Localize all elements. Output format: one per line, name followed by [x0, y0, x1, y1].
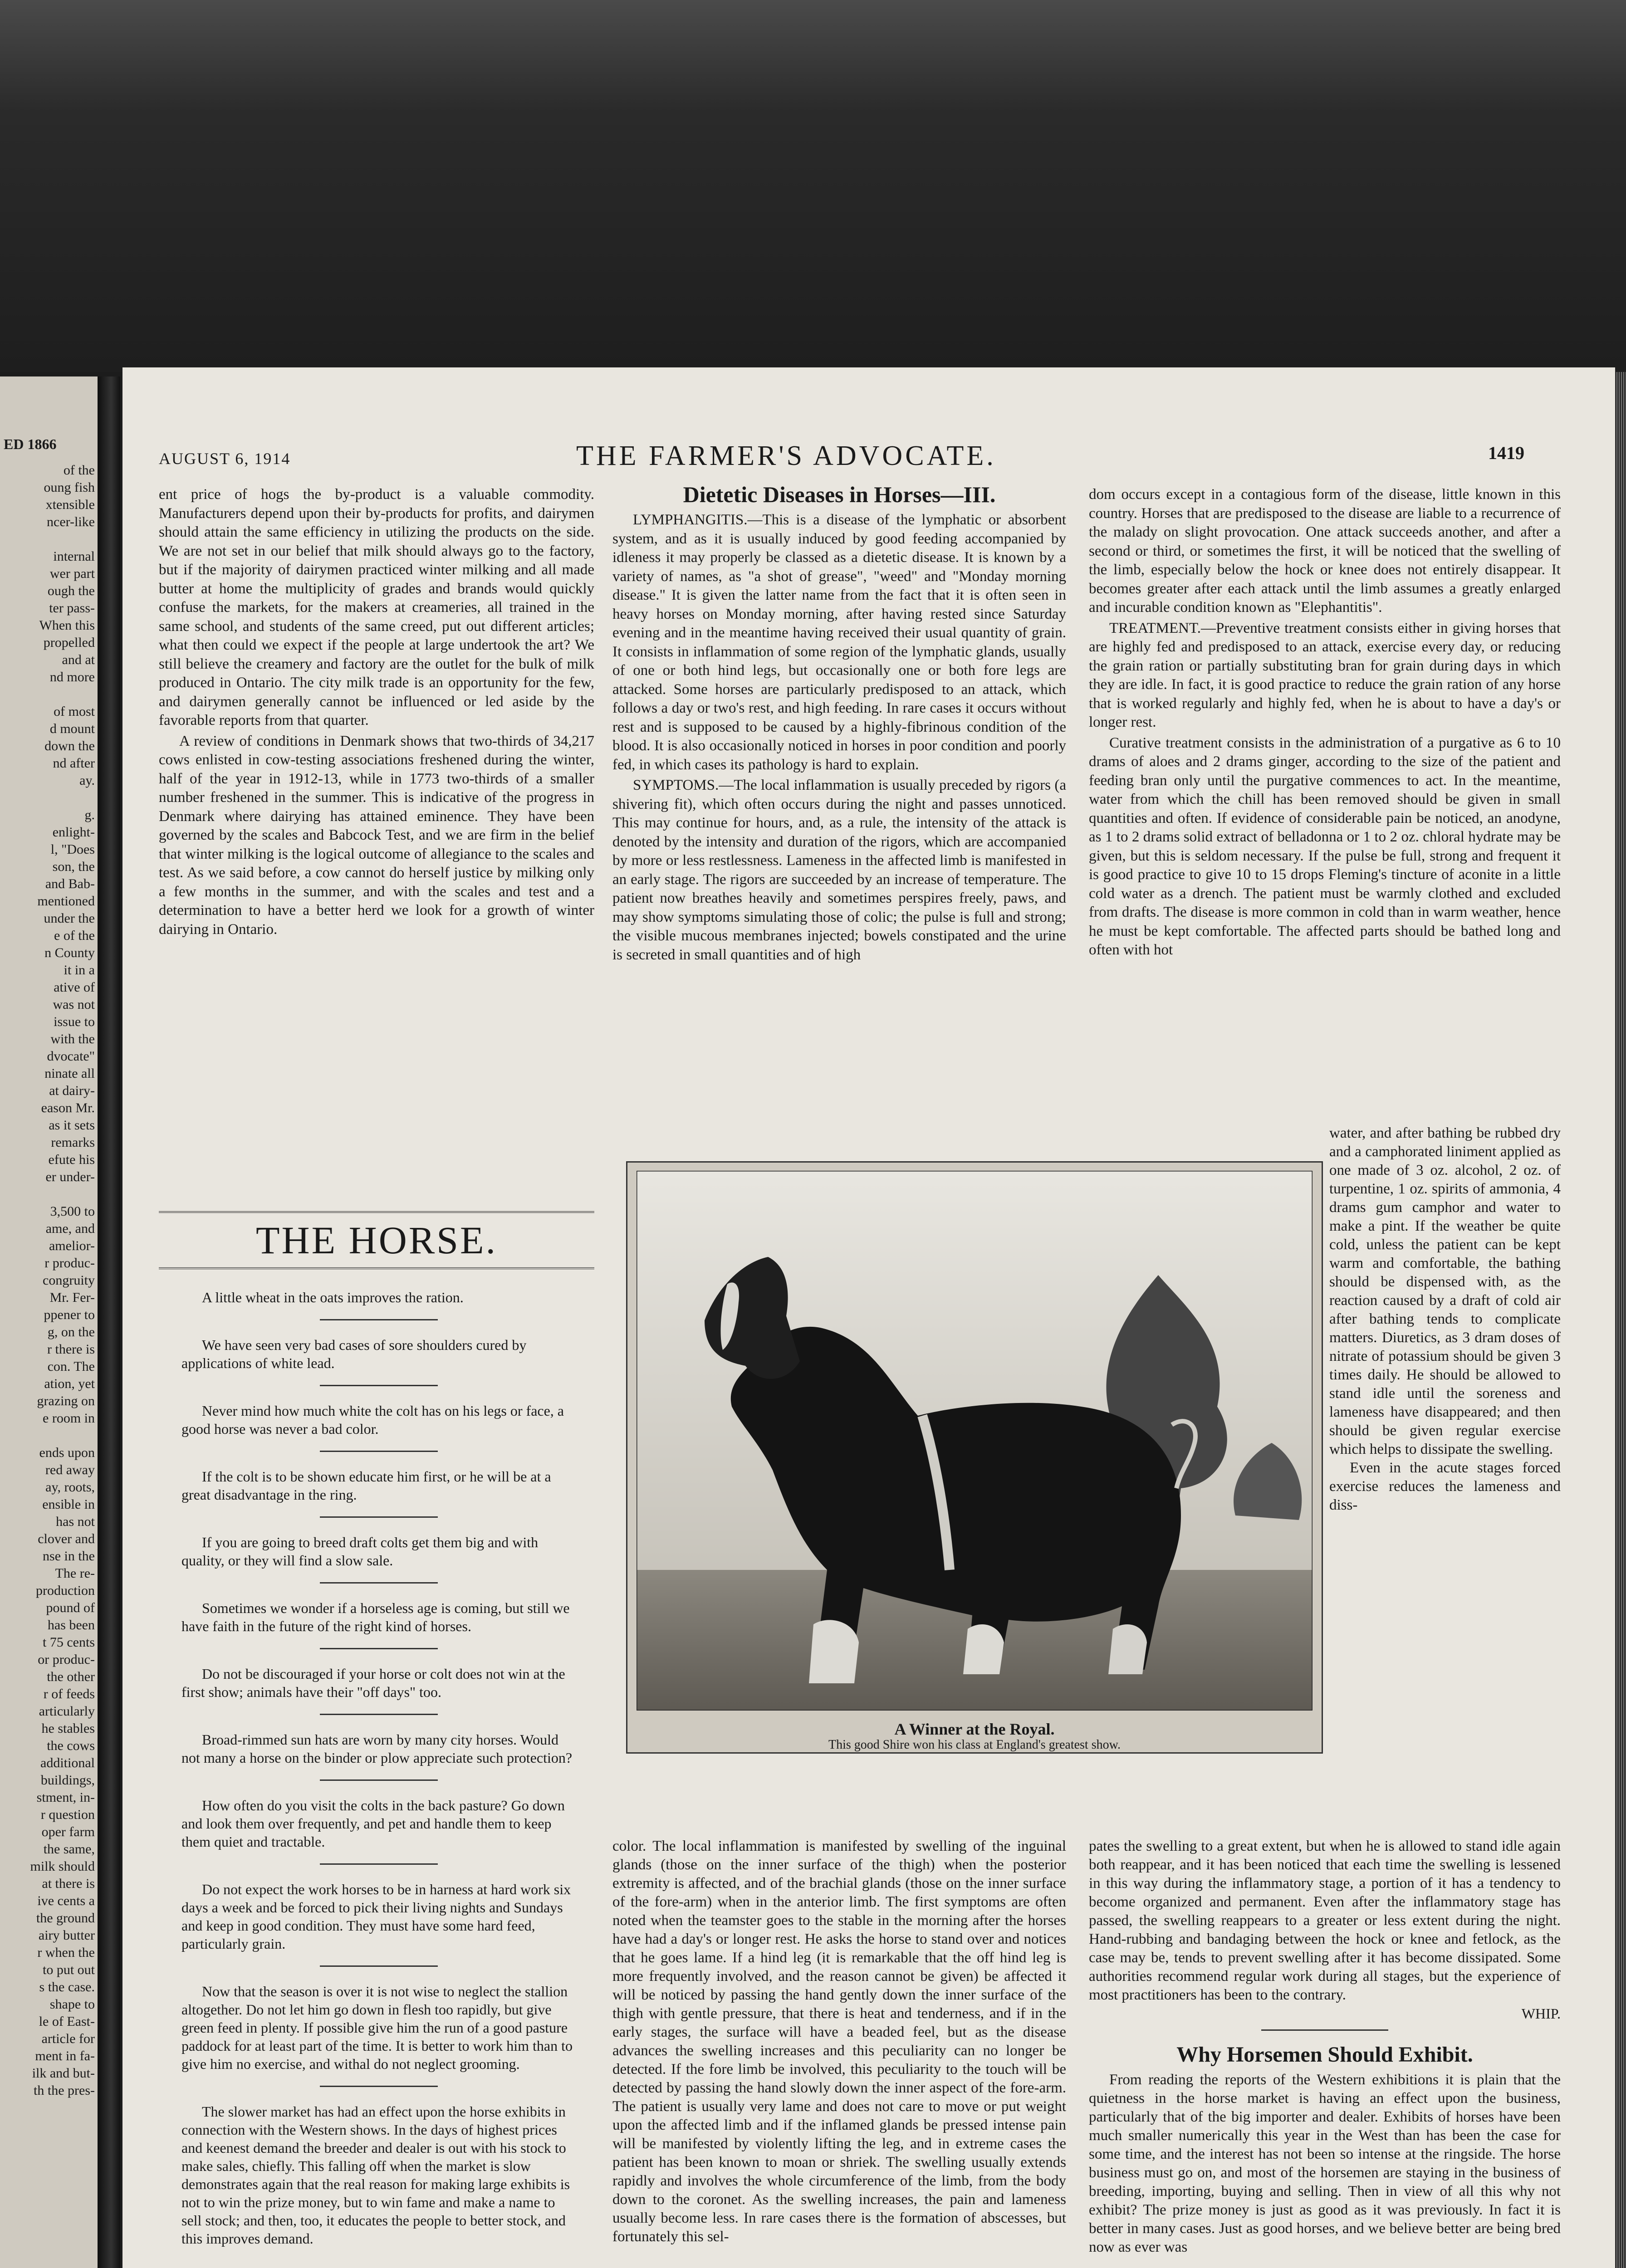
shire-horse-photo — [637, 1171, 1313, 1711]
previous-page-line: nd more — [49, 670, 95, 684]
previous-page-line: clover and — [38, 1531, 95, 1546]
paragraph-symptoms: SYMPTOMS.—The local inflammation is usually preceded by rigors (a shivering fit), which often occurs during the night and passes unnoticed. This may continue for hours, and, as a rule, the intensity of the attack is denoted by the intensity and duration of the rigors, which are accompanied by more or less restlessness. Lameness in the affected limb is manifested in an early stage. The rigors are succeeded by an increase of temperature. The patient now breathes heavily and sometimes perspires freely, paws, and may show symptoms simulating those of colic; the pulse is full and strong; the visible mucous membranes injected; bowels constipated and the urine is secreted in small quantities and of high — [612, 777, 1066, 963]
previous-page-line: eason Mr. — [41, 1100, 95, 1115]
previous-page-line: the ground — [36, 1911, 95, 1926]
previous-page-line: nse in the — [43, 1549, 95, 1564]
previous-page-line: r question — [40, 1807, 95, 1822]
previous-page-line: r there is — [47, 1342, 95, 1357]
paragraph-curative: Curative treatment consists in the administration of a purgative as 6 to 10 drams of aloes and 2 drams ginger, according to the size of the patient and feeding bran only until the purgative commences to act. In the meantime, water from which the chill has been removed should be given in small quantities and often. If evidence of considerable pain be noticed, an anodyne, as 1 to 2 drams solid extract of belladonna or 1 to 2 oz. chloral hydrate may be given, but this is seldom necessary. If the pulse be full, strong and frequent it is good practice to give 10 to 15 drops Fleming's tincture of aconite in a little cold water as a drench. The patient must be warmly clothed and excluded from drafts. The disease is more common in cold than in warm weather, hence he must be kept comfortable. The affected parts should be bathed long and often with hot — [1089, 734, 1561, 958]
previous-page-line: oper farm — [41, 1824, 95, 1839]
previous-page-line: as it sets — [49, 1118, 95, 1133]
previous-page-line: g, on the — [47, 1325, 95, 1339]
previous-page-line: mentioned — [37, 894, 95, 909]
previous-page-line: milk should — [30, 1859, 95, 1874]
bottom-middle-column — [612, 1837, 1066, 2246]
previous-page-line — [0, 686, 95, 703]
issue-date: AUGUST 6, 1914 — [159, 450, 291, 468]
previous-page-line: of the — [63, 463, 95, 478]
horse-note: We have seen very bad cases of sore shoulders cured by applications of white lead. — [181, 1337, 527, 1371]
previous-page-line: of most — [54, 704, 95, 719]
previous-page-line: additional — [40, 1755, 95, 1770]
paragraph: Even in the acute stages forced exercise reduces the lameness and diss- — [1329, 1460, 1561, 1513]
previous-page-line — [0, 1427, 95, 1444]
white-feathering-1 — [809, 1620, 859, 1683]
previous-page-line: the cows — [47, 1738, 95, 1753]
previous-page-line: propelled — [43, 635, 95, 650]
previous-page-line: shape to — [49, 1997, 95, 2012]
previous-page-line: d mount — [49, 721, 95, 736]
previous-page-line: ay, roots, — [45, 1480, 95, 1495]
previous-page-line: efute his — [48, 1152, 95, 1167]
article-title-exhibit: Why Horsemen Should Exhibit. — [1176, 2043, 1473, 2067]
note-divider — [320, 1863, 438, 1865]
previous-page-strip — [0, 376, 98, 2268]
previous-page-line: xtensible — [45, 497, 95, 512]
horse-note: If you are going to breed draft colts get them big and with quality, or they will find a slow sale. — [181, 1534, 539, 1569]
previous-page-line: and Bab- — [45, 876, 95, 891]
paragraph: water, and after bathing be rubbed dry and a camphorated liniment applied as one made of 3 oz. alcohol, 2 oz. of turpentine, 1 oz. spirits of ammonia, 4 drams gum camphor and water to make a pint. If the weather be quite cold, unless the patient can be kept warm and comfortable, the bathing should be dispensed with, as the reaction caused by a draft of cold air after bathing tends to complicate matters. Diuretics, as 3 dram doses of nitrate of potassium should be given 3 times daily. He should be allowed to stand idle until the soreness and lameness have disappeared; and then should be given regular exercise which helps to dissipate the swelling. — [1329, 1125, 1561, 1457]
note-divider — [320, 1319, 438, 1320]
previous-page-line: at dairy- — [49, 1083, 95, 1098]
paragraph-lymphangitis: LYMPHANGITIS.—This is a disease of the lymphatic or absorbent system, and as it is usually induced by good feeding accompanied by idleness it may properly be classed as a dietetic disease. It is known by a variety of names, as "a shot of grease", "weed" and "Monday morning disease." It is given the latter name from the fact that it is often seen in heavy horses on Monday morning, after having rested since Saturday evening and in the meantime having received their usual quantity of grain. It consists in inflammation of some region of the lymphatic glands, usually of one or both hind legs, but occasionally one or both fore legs are attacked. Some horses are particularly predisposed to an attack, which follows a day or two's rest, and high feeding. In rare cases it occurs without rest and is supposed to be caused by a highly-fibrinous condition of the blood. It is also occasionally noticed in horses in poor condition and poorly fed, in which cases its pathology is hard to explain. — [612, 512, 1066, 773]
author-signature: WHIP. — [1521, 2005, 1561, 2022]
previous-page-line: le of East- — [39, 2014, 95, 2029]
paragraph: A review of conditions in Denmark shows that two-thirds of 34,217 cows enlisted in cow-testing associations freshened during the winter, half of the year in 1912-13, while in 1773 two-thirds of a smaller number freshened in the summer. This is indicative of the progress in Denmark where dairying has attained eminence. They have been governed by the scales and Babcock Test, and we are firm in the belief that winter milking is the logical outcome of allegiance to the scales and test. As we said before, a cow cannot do herself justice by milking only a few months in the summer, and with the scales and test and a determination to have a better herd we look for a growth of winter dairying in Ontario. — [159, 733, 594, 938]
horse-note: If the colt is to be shown educate him first, or he will be at a great disadvantage in the ring. — [181, 1468, 551, 1503]
previous-page-line: or produc- — [38, 1652, 95, 1667]
previous-page-line: l, "Does — [50, 842, 95, 857]
note-divider — [320, 1516, 438, 1518]
note-divider — [320, 1965, 438, 1967]
article-title: Dietetic Diseases in Horses—III. — [683, 482, 996, 507]
previous-page-line: r when the — [37, 1945, 95, 1960]
previous-page-line: the same, — [43, 1842, 95, 1857]
previous-page-line: ter pass- — [49, 601, 95, 616]
previous-page-line: under the — [44, 911, 95, 926]
previous-page-line: r produc- — [44, 1256, 95, 1271]
previous-page-line: g. — [84, 807, 95, 822]
previous-page-line: e room in — [43, 1411, 95, 1426]
previous-page-line: articularly — [39, 1704, 95, 1719]
photo-caption-title: A Winner at the Royal. — [894, 1720, 1055, 1738]
divider — [1261, 2029, 1388, 2031]
book-gutter — [98, 376, 120, 2268]
note-divider — [320, 1582, 438, 1584]
previous-page-line: con. The — [47, 1359, 95, 1374]
previous-page-line: r of feeds — [43, 1686, 95, 1701]
previous-page-line: was not — [53, 997, 95, 1012]
previous-page-line: enlight- — [52, 825, 95, 840]
previous-page-line: nd after — [53, 756, 95, 771]
section-banner-the-horse: THE HORSE. — [159, 1211, 594, 1269]
previous-page-line: When this — [39, 618, 95, 633]
note-divider — [320, 1648, 438, 1649]
bottom-right-column — [1089, 1837, 1561, 2257]
masthead-title: THE FARMER'S ADVOCATE. — [576, 440, 996, 471]
previous-page-line: with the — [50, 1031, 95, 1046]
previous-page-line: ive cents a — [37, 1893, 95, 1908]
previous-page-line: article for — [41, 2031, 95, 2046]
book-right-edge — [1615, 372, 1626, 2268]
paragraph: color. The local inflammation is manifested by swelling of the inguinal glands (those on the inner surface of the thigh) when the posterior extremity is affected, and of the brachial glands (those on the inner surface of the fore-arm) when in the anterior limb. The first symptoms are often noted when the teamster goes to the stable in the morning after the horses have had a day's or longer rest. He asks the horse to stand over and notices that he goes lame. If a hind leg (it is remarkable that the off hind leg is more frequently involved, and the reason cannot be given) be affected it will be noticed by passing the hand gently down the inner surface of the thigh with gentle pressure, that there is heat and tenderness, and if in the early stages, the surface will have a beaded feel, but as the disease advances the swelling increases and this peculiarity can no longer be detected. If the fore limb be involved, this peculiarity to the touch will be detected by passing the hand slowly down the inner aspect of the fore-arm. The patient is usually very lame and does not care to move or put weight upon the affected limb and if the inflamed glands be pressed intense pain will be manifested by violently lifting the leg, and in extreme cases the patient has been known to moan or shriek. The swelling usually extends rapidly and involves the whole circumference of the limb, from the body down to the coronet. As the swelling increases, the pain and lameness usually become less. In rare cases there is the formation of abscesses, but fortunately this sel- — [612, 1838, 1066, 2245]
newspaper-page — [122, 367, 1615, 2268]
previous-page-line: 3,500 to — [50, 1204, 95, 1219]
previous-page-line: ends upon — [39, 1445, 95, 1460]
previous-page-line: congruity — [43, 1273, 95, 1288]
note-divider — [320, 1714, 438, 1715]
previous-page-line: red away — [45, 1462, 95, 1477]
previous-page-line: internal — [53, 549, 95, 564]
previous-page-line: production — [36, 1583, 95, 1598]
column-1-dairy-text — [159, 485, 594, 941]
horse-note: Do not expect the work horses to be in harness at hard work six days a week and be forced to pick their living nights and Sundays and keep in good condition. They must have some hard feed, particularly grain. — [181, 1881, 571, 1952]
previous-page-line: The re- — [55, 1566, 95, 1581]
previous-page-line: the other — [47, 1669, 95, 1684]
previous-page-line — [0, 789, 95, 807]
previous-page-line: ncer-like — [47, 514, 95, 529]
previous-page-line: airy butter — [38, 1928, 95, 1943]
previous-page-line: Mr. Fer- — [49, 1290, 95, 1305]
horse-note: Broad-rimmed sun hats are worn by many city horses. Would not many a horse on the binder or plow appreciate such protection? — [181, 1731, 573, 1766]
paragraph: pates the swelling to a great extent, but when he is allowed to stand idle again both reappear, and it has been noticed that each time the swelling is lessened in this way during the inflammatory stage, a portion of it has a tendency to become organized and permanent. Even after the inflammatory stage has passed, the swelling reappears to a greater or less extent during the night. Hand-rubbing and bandaging between the hock or knee and fetlock, as the case may be, tends to prevent swelling after it has become dissipated. Some authorities recommend regular work during all stages, but the experience of most practitioners has been to the contrary. — [1089, 1838, 1561, 2003]
previous-page-line: t 75 cents — [43, 1635, 95, 1650]
horse-note: Do not be discouraged if your horse or colt does not win at the first show; animals have their "off days" too. — [181, 1666, 565, 1700]
page-number: 1419 — [1488, 443, 1524, 463]
previous-page-line: er under- — [45, 1169, 95, 1184]
previous-page-line: wer part — [49, 566, 95, 581]
previous-page-line: has been — [47, 1618, 95, 1633]
previous-page-line: ay. — [79, 773, 95, 788]
paragraph: dom occurs except in a contagious form of the disease, little known in this country. Horses that are predisposed to the disease are liable to a recurrence of the malady on slight provocation. One attack succeeds another, and after a second or third, or sometimes the first, it will be noticed that the swelling of the limb, especially below the hock or knee does not entirely disappear. It becomes greater after each attack until the limb assumes a greatly enlarged and incurable condition known as "Elephantitis". — [1089, 486, 1561, 616]
previous-page-line: ensible in — [42, 1497, 95, 1512]
previous-page-line: grazing on — [37, 1393, 95, 1408]
horse-note: Never mind how much white the colt has on his legs or face, a good horse was never a bad color. — [181, 1403, 564, 1437]
previous-page-line: ation, yet — [44, 1376, 95, 1391]
previous-page-line: oung fish — [44, 480, 95, 495]
horse-notes-list — [181, 1288, 576, 2248]
horse-note: Now that the season is over it is not wise to neglect the stallion altogether. Do not let him go down in flesh too rapidly, but give green feed in plenty. If possible give him the run of a good pasture paddock for at least part of the time. It is better to work him than to give him no exercise, and withal do not neglect grooming. — [181, 1983, 573, 2072]
horse-note: The slower market has had an effect upon the horse exhibits in connection with the Western shows. In the days of highest prices and keenest demand the breeder and dealer is out with his stock to make sales, chiefly. This falling off when the market is slow demonstrates again that the real reason for making large exhibits is not to win the prize money, but to win fame and make a name to sell stock; and then, too, it educates the people to better stock, and this improves demand. — [181, 2103, 570, 2247]
previous-page-line: amelior- — [49, 1238, 95, 1253]
previous-page-line: has not — [56, 1514, 95, 1529]
note-divider — [320, 2086, 438, 2087]
previous-page-line: ninate all — [44, 1066, 95, 1081]
horse-note: Sometimes we wonder if a horseless age is coming, but still we have faith in the future of the right kind of horses. — [181, 1600, 570, 1634]
previous-page-line: dvocate" — [47, 1049, 95, 1064]
previous-page-line: down the — [44, 738, 95, 753]
column-3-dietetic-continued — [1089, 485, 1561, 962]
previous-page-line: at there is — [42, 1876, 95, 1891]
previous-page-line: ppener to — [44, 1307, 95, 1322]
note-divider — [320, 1779, 438, 1781]
previous-page-line — [0, 1186, 95, 1203]
previous-page-line: issue to — [54, 1014, 95, 1029]
previous-page-line: to put out — [42, 1962, 95, 1977]
previous-page-line: ilk and but- — [32, 2066, 95, 2081]
horse-note: How often do you visit the colts in the back pasture? Go down and look them over frequently, and pet and handle them to keep them quiet and tractable. — [181, 1797, 565, 1850]
previous-page-lines — [0, 462, 98, 2099]
white-feathering-2 — [963, 1624, 1004, 1674]
previous-page-line: stment, in- — [36, 1790, 95, 1805]
column-2-dietetic-article — [612, 481, 1066, 966]
previous-page-line: ame, and — [45, 1221, 95, 1236]
previous-page-line: buildings, — [40, 1773, 95, 1788]
previous-page-line: son, the — [52, 859, 95, 874]
previous-page-line: it in a — [64, 963, 95, 978]
previous-page-line: pound of — [46, 1600, 95, 1615]
photo-caption-subtitle: This good Shire won his class at England's greatest show. — [828, 1738, 1121, 1752]
previous-page-line: s the case. — [39, 1980, 95, 1994]
previous-page-line: he stables — [41, 1721, 95, 1736]
wrap-column-text — [1329, 1124, 1561, 1515]
scan-background-top — [0, 0, 1626, 372]
note-divider — [320, 1385, 438, 1386]
previous-page-line: ment in fa- — [35, 2048, 95, 2063]
previous-page-line: th the pres- — [34, 2083, 95, 2098]
previous-page-line: remarks — [51, 1135, 95, 1150]
previous-page-line — [0, 531, 95, 548]
note-divider — [320, 1451, 438, 1452]
horse-note: A little wheat in the oats improves the ration. — [202, 1289, 464, 1305]
previous-page-line: and at — [62, 652, 95, 667]
previous-page-line: ough the — [47, 583, 95, 598]
paragraph-treatment: TREATMENT.—Preventive treatment consists either in giving horses that are highly fed and predisposed to an attack, exercise every day, or reducing the grain ration or partially substituting bran for grain during days in which they are idle. In fact, it is good practice to reduce the grain ration of any horse that is worked regularly and highly fed, when he is about to have a day's or longer rest. — [1089, 620, 1561, 730]
previous-page-heading: ED 1866 — [4, 436, 57, 452]
previous-page-line: n County — [44, 945, 95, 960]
paragraph: ent price of hogs the by-product is a valuable commodity. Manufacturers depend upon their by-products for profits, and dairymen should attain the same efficiency in utilizing the products on the side. We are not set in our belief that milk should always go to the factory, but if the majority of dairymen practiced winter milking and all made butter at home the multiplicity of grades and brands would quickly confuse the markets, for the makers at creameries, all trained in the same school, and students of the same creed, put out different articles; what then could we expect if the people at large undertook the art? We still believe the creamery and factory are the outlet for the bulk of milk produced in Ontario. The city milk trade is an opportunity for the few, and dairymen generally cannot be influenced or led aside by the favorable reports from that quarter. — [159, 486, 594, 728]
white-feathering-3 — [1108, 1624, 1147, 1674]
photo-frame — [626, 1161, 1323, 1754]
previous-page-line: ative of — [54, 980, 95, 995]
previous-page-line: e of the — [54, 928, 95, 943]
paragraph: From reading the reports of the Western exhibitions it is plain that the quietness in the horse market is having an effect upon the business, particularly that of the big importer and dealer. Exhibits of horses have been much smaller numerically this year in the West than has been the case for some time, and the interest has not been so intense at the ringside. The horse business must go on, and most of the horsemen are staying in the business of breeding, importing, buying and selling. Then in view of all this why not exhibit? The prize money is just as good as it was previously. In fact it is better in many cases. Just as good horses, and we believe better are being bred now as ever was — [1089, 2072, 1561, 2255]
